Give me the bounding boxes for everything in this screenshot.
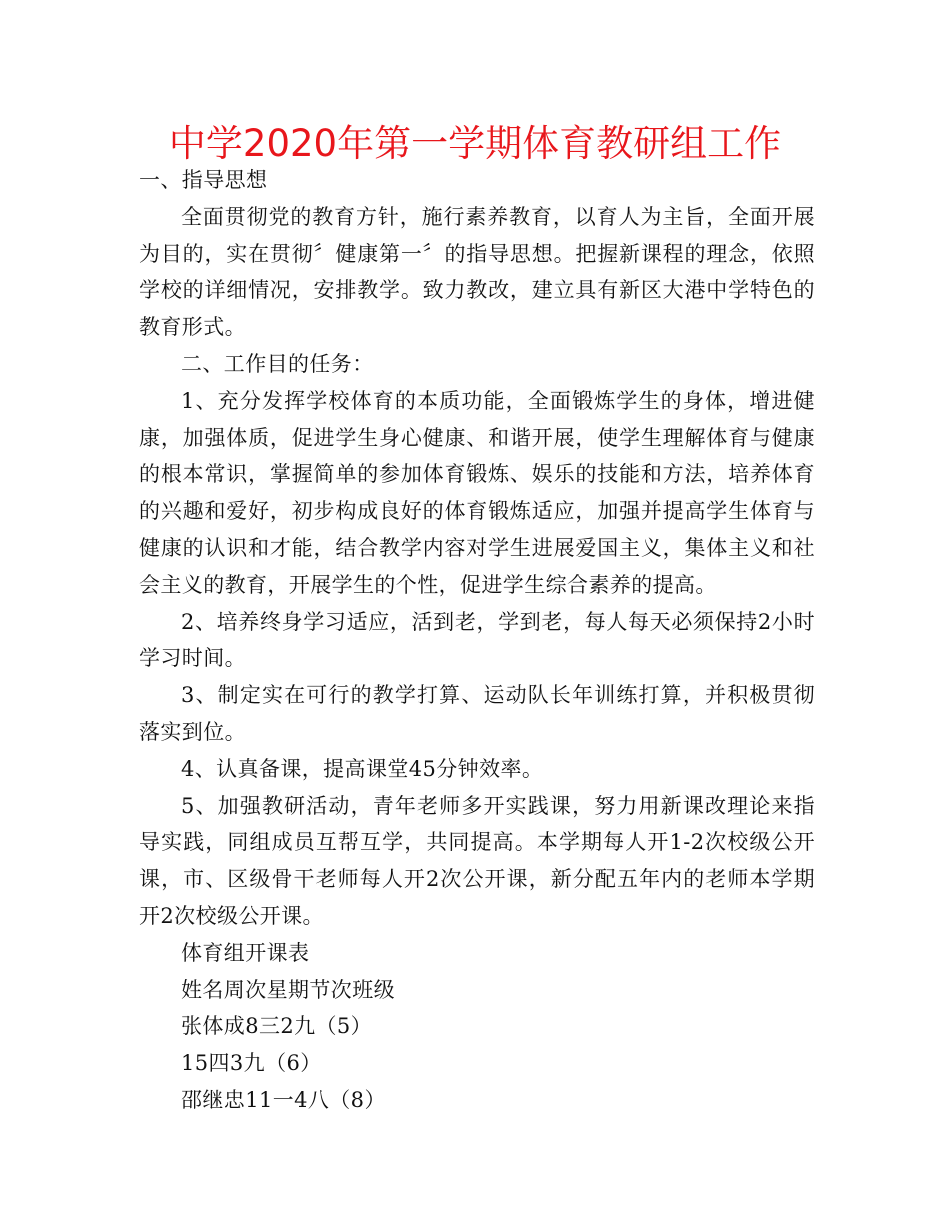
schedule-row: 15四3九（6）: [181, 1051, 322, 1076]
schedule-row: 张体成8三2九（5）: [181, 1014, 373, 1039]
paragraph-goal-3: 3、制定实在可行的教学打算、运动队长年训练打算，并积极贯彻落实到位。: [139, 683, 815, 744]
document-title: 中学2020年第一学期体育教研组工作: [168, 122, 782, 165]
section-heading-guiding-thought: 一、指导思想: [139, 168, 268, 192]
paragraph-goal-2: 2、培养终身学习适应，活到老，学到老，每人每天必须保持2小时学习时间。: [139, 609, 815, 671]
schedule-table-header: 姓名周次星期节次班级: [181, 977, 395, 1002]
paragraph-guiding-thought: 全面贯彻党的教育方针，施行素养教育，以育人为主旨，全面开展为目的，实在贯彻〞健康第一〞的指导思想。把握新课程的理念，依照学校的详细情况，安排教学。致力教改，建立具有新区大港中学特色的教育形式。: [139, 204, 815, 340]
paragraph-goal-1: 1、充分发挥学校体育的本质功能，全面锻炼学生的身体，增进健康，加强体质，促进学生身心健康、和谐开展，使学生理解体育与健康的根本常识，掌握简单的参加体育锻炼、娱乐的技能和方法，培养体育的兴趣和爱好，初步构成良好的体育锻炼适应，加强并提高学生体育与健康的认识和才能，结合教学内容对学生进展爱国主义，集体主义和社会主义的教育，开展学生的个性，促进学生综合素养的提高。: [139, 388, 815, 597]
document-body: [139, 162, 815, 1119]
paragraph-goal-5: 5、加强教研活动，青年老师多开实践课，努力用新课改理论来指导实践，同组成员互帮互学，共同提高。本学期每人开1-2次校级公开课，市、区级骨干老师每人开2次公开课，新分配五年内的老师本学期开2次校级公开课。: [139, 793, 815, 928]
section-heading-work-goals: 二、工作目的任务：: [181, 351, 374, 376]
schedule-row: 邵继忠11一4八（8）: [181, 1087, 386, 1112]
schedule-table-title: 体育组开课表: [181, 940, 310, 965]
paragraph-goal-4: 4、认真备课，提高课堂45分钟效率。: [181, 756, 544, 781]
